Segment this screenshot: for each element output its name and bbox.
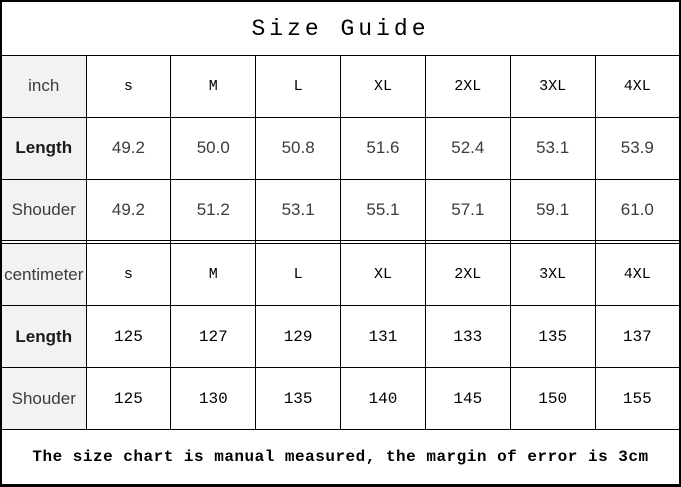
size-header-l: L — [256, 56, 341, 118]
size-header-s: s — [86, 244, 171, 306]
size-header-2xl: 2XL — [425, 56, 510, 118]
value-cell: 130 — [171, 368, 256, 430]
size-header-xl: XL — [341, 244, 426, 306]
unit-label-centimeter: centimeter — [1, 244, 86, 306]
value-cell: 129 — [256, 306, 341, 368]
size-header-2xl: 2XL — [425, 244, 510, 306]
centimeter-header-row — [1, 244, 680, 306]
size-header-m: M — [171, 244, 256, 306]
size-header-3xl: 3XL — [510, 244, 595, 306]
value-cell: 131 — [341, 306, 426, 368]
size-header-l: L — [256, 244, 341, 306]
measure-label-shouder: Shouder — [1, 368, 86, 430]
measurement-note: The size chart is manual measured, the margin of error is 3cm — [1, 430, 680, 486]
value-cell: 125 — [86, 306, 171, 368]
value-cell: 53.1 — [256, 179, 341, 241]
value-cell: 52.4 — [425, 117, 510, 179]
measure-label-shouder: Shouder — [1, 179, 86, 241]
value-cell: 51.6 — [341, 117, 426, 179]
value-cell: 140 — [341, 368, 426, 430]
value-cell: 49.2 — [86, 117, 171, 179]
value-cell: 49.2 — [86, 179, 171, 241]
size-header-4xl: 4XL — [595, 56, 680, 118]
value-cell: 127 — [171, 306, 256, 368]
size-header-s: s — [86, 56, 171, 118]
size-header-m: M — [171, 56, 256, 118]
inch-length-row — [1, 117, 680, 179]
value-cell: 61.0 — [595, 179, 680, 241]
value-cell: 57.1 — [425, 179, 510, 241]
value-cell: 51.2 — [171, 179, 256, 241]
footer-row — [1, 430, 680, 486]
inch-shouder-row — [1, 179, 680, 241]
value-cell: 50.8 — [256, 117, 341, 179]
value-cell: 145 — [425, 368, 510, 430]
centimeter-length-row — [1, 306, 680, 368]
value-cell: 135 — [256, 368, 341, 430]
size-header-4xl: 4XL — [595, 244, 680, 306]
page-title: Size Guide — [1, 1, 680, 56]
measure-label-length: Length — [1, 117, 86, 179]
inch-header-row — [1, 56, 680, 118]
value-cell: 135 — [510, 306, 595, 368]
measure-label-length: Length — [1, 306, 86, 368]
value-cell: 150 — [510, 368, 595, 430]
value-cell: 155 — [595, 368, 680, 430]
size-header-xl: XL — [341, 56, 426, 118]
size-header-3xl: 3XL — [510, 56, 595, 118]
value-cell: 133 — [425, 306, 510, 368]
value-cell: 125 — [86, 368, 171, 430]
unit-label-inch: inch — [1, 56, 86, 118]
value-cell: 53.1 — [510, 117, 595, 179]
value-cell: 59.1 — [510, 179, 595, 241]
centimeter-shouder-row — [1, 368, 680, 430]
value-cell: 137 — [595, 306, 680, 368]
title-row — [1, 1, 680, 56]
value-cell: 50.0 — [171, 117, 256, 179]
value-cell: 53.9 — [595, 117, 680, 179]
value-cell: 55.1 — [341, 179, 426, 241]
